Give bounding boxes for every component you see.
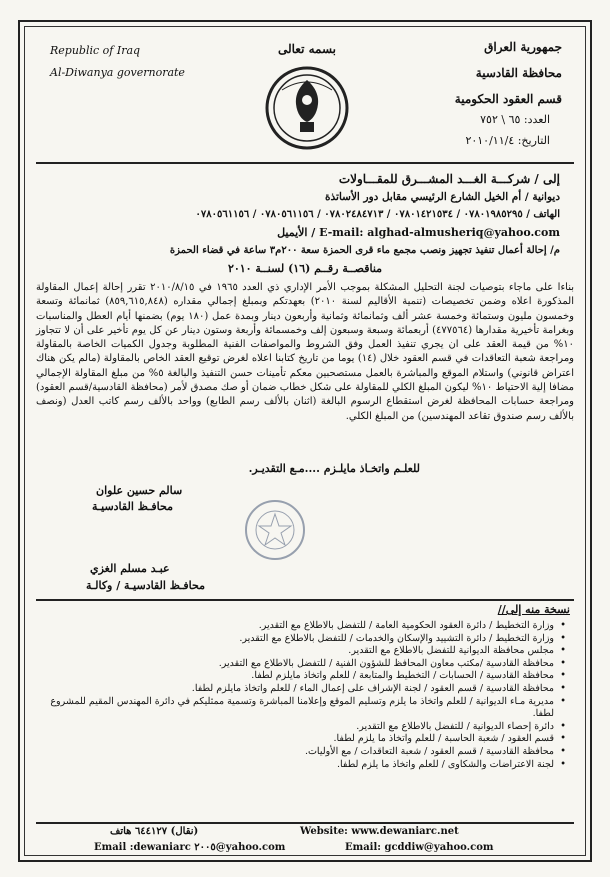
- signature-title-2: محافـظ القادسيـة / وكالـة: [86, 579, 206, 592]
- addressee-to: إلى / شركـــة الغـــد المشـــرق للمقـــاولات: [338, 172, 560, 186]
- governorate-seal-icon: [262, 60, 352, 160]
- ref-number: العدد: ٦٥ \ ٧٥٢: [480, 113, 550, 126]
- cc-list: [46, 620, 566, 771]
- cc-item: • مجلس محافظة الديوانية للتفضل بالاطلاع مع التقدير.: [46, 645, 566, 658]
- official-stamp-icon: [243, 498, 307, 562]
- signature-title-1: محافـظ القادسيـة: [92, 500, 173, 513]
- header-department: قسم العقود الحكومية: [454, 92, 562, 106]
- basmala: بسمه تعالى: [277, 42, 337, 56]
- cc-item: • محافظة القادسية /مكتب معاون المحافظ للشؤون الفنية / للتفضل بالاطلاع مع التقدير.: [46, 658, 566, 671]
- cc-item: • قسم العقود / شعبة الحاسبة / للعلم واتخاذ ما يلزم لطفا.: [46, 733, 566, 746]
- cc-item: • وزارة التخطيط / دائرة التشييد والإسكان والخدمات / للتفضل بالاطلاع مع التقدير.: [46, 633, 566, 646]
- header-country: جمهورية العراق: [484, 40, 562, 54]
- addressee-address: ديوانية / أم الخيل الشارع الرئيسي مقابل دور الأساتذة: [325, 191, 560, 203]
- cc-divider: [36, 599, 574, 601]
- header-governorate: محافظة القادسية: [475, 66, 562, 80]
- cc-item: • محافظة القادسية / قسم العقود / شعبة التعاقدات / مع الأوليات.: [46, 746, 566, 759]
- cc-item: • محافظة القادسية / قسم العقود / لجنة الإشراف على إعمال الماء / للعلم واتخاذ مايلزم لطفا.: [46, 683, 566, 696]
- cc-item: • دائرة إحصاء الديوانية / للتفضل بالاطلاع مع التقدير.: [46, 721, 566, 734]
- header-governorate-en: Al-Diwanya governorate: [50, 66, 185, 79]
- cc-heading: نسخة منه إلى//: [497, 603, 570, 616]
- letter-body: بناءا على ماجاء بتوصيات لجنة التحليل المشكلة بموجب الأمر الإداري ذي العدد ١٩٦٥ في ٢٠١٠/٨/١٥ تقرر إحالة إعمال المقاولة المذكورة اعلاه وضمن تخصيصات (تنمية الأقاليم لسنة ٢٠١٠) بعهدتكم وبمبلغ إجمالي مقداره (٨٥٩,٦١٥,٨٤٨) ثمانمائة وتسعة وخمسون مليون وستمائة وخمسة عشر ألف وثمانمائة وثمانية وأربعون دينار وبمدة عمل (١٨٠ يوم) بضمنها أيام العطل والمناسبات وبغرامة تأخيرية مقدارها (٤٧٧٥٦٤) أربعمائة وسبعة وسبعون إلف وخمسمائة وأربعة وستون دينار عن كل يوم تأخير على أن لا تتجاوز ١٠% من قيمة العقد على ان يجري تنفيذ العمل وفق الشروط والمواصفات الفنية المطلوبة وجدول الكميات الخاصة بالمقاولة ومراجعة شعبة التعاقدات في قسم العقود خلال (١٤) يوما من تاريخ كتابنا اعلاه لغرض توقيع العقد الخاص بالمقاولة (مالم يكن هناك اعتراض قانوني) واستلام الموقع والمباشرة بالعمل مستصحبين معكم تأمينات حسن التنفيذ والبالغة ٥% من مبلغ المقاولة الإجمالي مضافا إلية الاحتياط ١٠% ليكون المبلغ الكلي للمقاولة على شكل خطاب ضمان أو صك مصدق لأمر (محافظة القادسية/قسم العقود) ومراجعة حسابات المحافظة لغرض استقطاع الرسوم البالغة (اثنان بالألف رسم الطابع) وواحد بالألف رسم كاتب العدل (ونصف بالألف رسم صندوق تقاعد المهندسين) من المبلغ الكلي.: [36, 282, 575, 422]
- addressee-email: E-mail: alghad-almusheriq@yahoo.com / الأيميل: [277, 226, 560, 239]
- footer-phone: (نقال) ٦٤٤١٢٧ هاتف: [110, 826, 199, 837]
- addressee-phone: الهاتف / ٠٧٨٠١٩٨٥٢٩٥ / ٠٧٨٠١٤٢١٥٣٤ / ٠٧٨٠٢٤٨٤٧١٣ / ٠٧٨٠٥٦١١٥٦ / ٠٧٨٠٥٦١١٥٦: [195, 209, 560, 220]
- header-divider: [36, 162, 574, 164]
- footer-website: Website: www.dewaniarc.net: [300, 826, 459, 837]
- signature-name-2: عبـد مسلم الغزي: [90, 562, 170, 575]
- ref-date: التاريخ: ٢٠١٠/١١/٤: [465, 134, 550, 147]
- cc-item: • مديرية مـاء الديوانية / للعلم واتخاذ ما يلزم وتسليم الموقع وإعلامنا المباشرة وتسمية ممثليكم في دائرة المهندس المقيم للمشروع لطفا.: [46, 696, 566, 721]
- footer-email-right: Email: gcddiw@yahoo.com: [345, 842, 494, 853]
- cc-item: • وزارة التخطيط / دائرة العقود الحكومية العامة / للتفضل بالاطلاع مع التقدير.: [46, 620, 566, 633]
- cc-item: • لجنة الاعتراضات والشكاوى / للعلم واتخاذ ما يلزم لطفا.: [46, 759, 566, 772]
- tender-number: مناقصــة رقــم (١٦) لسنــة ٢٠١٠: [227, 262, 383, 275]
- signature-name-1: سالم حسين علوان: [96, 484, 183, 497]
- header-country-en: Republic of Iraq: [50, 44, 141, 57]
- footer-divider: [36, 822, 574, 824]
- cc-item: • محافظة القادسية / الحسابات / التخطيط والمتابعة / للعلم واتخاذ مايلزم لطفا.: [46, 670, 566, 683]
- closing-line: للعلـم واتخـاذ مايلـزم ....مـع التقديـر.: [248, 462, 420, 475]
- footer-email-left: Email :dewaniarc ٢٠٠٥@yahoo.com: [94, 842, 286, 853]
- subject-line: م/ إحالة أعمال تنفيذ تجهيز ونصب مجمع ماء قرى الحمزة سعة ٢٠٠م٣ ساعة في قضاء الحمزة: [169, 245, 560, 256]
